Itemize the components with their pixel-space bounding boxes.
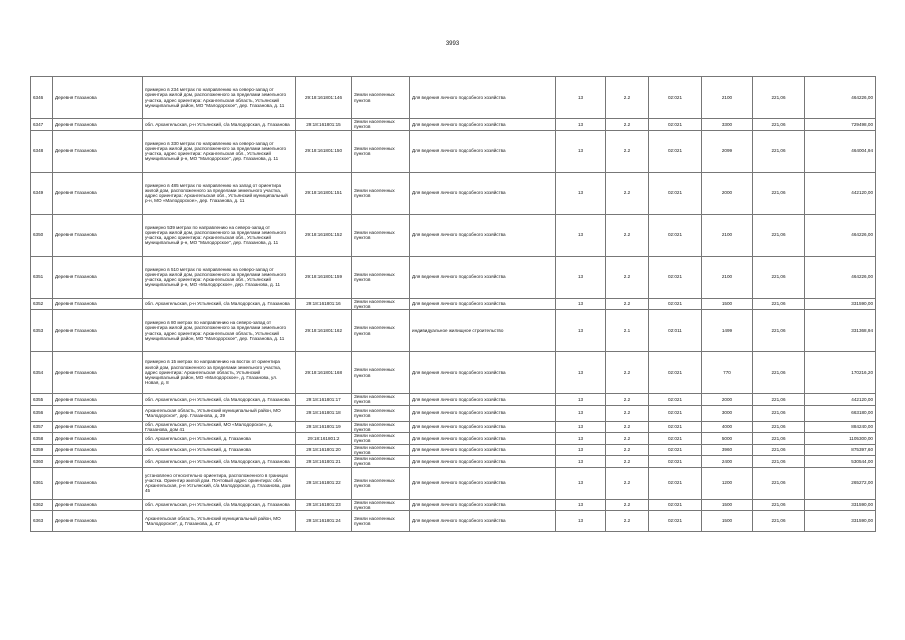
use-code-cell: 02:021 (649, 421, 702, 433)
area-cell: 2100 (702, 77, 753, 119)
cadastral-value-cell: 442120,00 (805, 394, 876, 406)
area-cell: 1500 (702, 298, 753, 310)
table-row (31, 130, 876, 172)
permitted-use-cell: Для ведения личного подсобного хозяйства (410, 256, 556, 298)
code-2-cell: 2.2 (606, 130, 649, 172)
settlement-name-cell: Деревня Глазанова (53, 467, 143, 499)
cadastral-number-cell: 29:18:161801:162 (296, 310, 352, 352)
rate-cell: 221,06 (753, 256, 805, 298)
table-row (31, 394, 876, 406)
permitted-use-cell: Для ведения личного подсобного хозяйства (410, 511, 556, 532)
code-1-cell: 13 (556, 499, 606, 511)
code-1-cell: 13 (556, 130, 606, 172)
code-2-cell: 2.2 (606, 499, 649, 511)
permitted-use-cell: Для ведения личного подсобного хозяйства (410, 119, 556, 131)
code-2-cell: 2.2 (606, 352, 649, 394)
area-cell: 2000 (702, 172, 753, 214)
code-2-cell: 2.2 (606, 298, 649, 310)
area-cell: 1499 (702, 310, 753, 352)
address-cell: Архангельская область, Устьянский муниципальный район, МО "Малодорское", дер. Глазанова, д. 39 (143, 405, 296, 421)
area-cell: 2100 (702, 256, 753, 298)
cadastral-number-cell: 29:18:161801:168 (296, 352, 352, 394)
permitted-use-cell: Для ведения личного подсобного хозяйства (410, 77, 556, 119)
cadastral-number-cell: 29:18:161801:17 (296, 394, 352, 406)
use-code-cell: 02:021 (649, 499, 702, 511)
cadastral-number-cell: 29:18:161801:146 (296, 77, 352, 119)
land-category-cell: Земли населенных пунктов (352, 421, 410, 433)
cadastral-value-cell: 875397,60 (805, 444, 876, 456)
land-category-cell: Земли населенных пунктов (352, 256, 410, 298)
row-number-cell: 6354 (31, 352, 53, 394)
rate-cell: 221,06 (753, 499, 805, 511)
permitted-use-cell: Для ведения личного подсобного хозяйства (410, 433, 556, 445)
use-code-cell: 02:021 (649, 394, 702, 406)
address-cell: примерно в 80 метрах по направлению на северо-запад от ориентира жилой дом, расположенного за пределами земельного участка, адрес ориентира: Архангельская область, Устьянский муниципальный район, МО "Малодорское", дер. Глазанова, д. 11 (143, 310, 296, 352)
row-number-cell: 6351 (31, 256, 53, 298)
table-row (31, 77, 876, 119)
address-cell: примерно в 15 метрах по направлению на восток от ориентира жилой дом, расположенного за пределами земельного участка, адрес ориентира: Архангельская область, Устьянский муниципальный район, МО «Малодорское», д. Глазанова, ул. Новая, д. 8 (143, 352, 296, 394)
use-code-cell: 02:021 (649, 214, 702, 256)
code-1-cell: 13 (556, 298, 606, 310)
rate-cell: 221,06 (753, 298, 805, 310)
cadastral-value-cell: 331590,00 (805, 511, 876, 532)
table-row (31, 456, 876, 468)
area-cell: 1500 (702, 499, 753, 511)
permitted-use-cell: Для ведения личного подсобного хозяйства (410, 298, 556, 310)
area-cell: 1200 (702, 467, 753, 499)
cadastral-value-cell: 464226,00 (805, 256, 876, 298)
cadastral-number-cell: 29:18:161801:16 (296, 298, 352, 310)
cadastral-value-cell: 442120,00 (805, 172, 876, 214)
rate-cell: 221,06 (753, 130, 805, 172)
use-code-cell: 02:021 (649, 172, 702, 214)
area-cell: 770 (702, 352, 753, 394)
code-2-cell: 2.2 (606, 172, 649, 214)
cadastral-number-cell: 29:18:161801:152 (296, 214, 352, 256)
use-code-cell: 02:021 (649, 352, 702, 394)
settlement-name-cell: Деревня Глазанова (53, 119, 143, 131)
land-category-cell: Земли населенных пунктов (352, 298, 410, 310)
code-1-cell: 13 (556, 256, 606, 298)
rate-cell: 221,06 (753, 421, 805, 433)
permitted-use-cell: Для ведения личного подсобного хозяйства (410, 405, 556, 421)
code-2-cell: 2.2 (606, 394, 649, 406)
permitted-use-cell: Для ведения личного подсобного хозяйства (410, 467, 556, 499)
settlement-name-cell: Деревня Глазанова (53, 511, 143, 532)
use-code-cell: 02:011 (649, 310, 702, 352)
settlement-name-cell: Деревня Глазанова (53, 421, 143, 433)
row-number-cell: 6350 (31, 214, 53, 256)
row-number-cell: 6353 (31, 310, 53, 352)
settlement-name-cell: Деревня Глазанова (53, 444, 143, 456)
code-1-cell: 13 (556, 352, 606, 394)
land-category-cell: Земли населенных пунктов (352, 405, 410, 421)
address-cell: обл. Архангельская, р-н Устьянский, д. Глазанова (143, 433, 296, 445)
rate-cell: 221,06 (753, 456, 805, 468)
table-row (31, 511, 876, 532)
code-2-cell: 2.2 (606, 256, 649, 298)
address-cell: обл. Архангельская, р-н Устьянский, с/а Малодорская, д. Глазанова (143, 394, 296, 406)
settlement-name-cell: Деревня Глазанова (53, 298, 143, 310)
table-row (31, 172, 876, 214)
row-number-cell: 6352 (31, 298, 53, 310)
address-cell: примерно в 485 метрах по направлению на запад от ориентира жилой дом, расположенного за пределами земельного участка, адрес ориентира: Архангельская обл., Устьянский муниципальный р-н, МО «Малодорское», дер. Глазанова, д. 11 (143, 172, 296, 214)
use-code-cell: 02:021 (649, 119, 702, 131)
settlement-name-cell: Деревня Глазанова (53, 352, 143, 394)
cadastral-value-cell: 331590,00 (805, 499, 876, 511)
cadastral-number-cell: 29:18:161801:18 (296, 405, 352, 421)
address-cell: обл. Архангельская, р-н Устьянский, МО «Малодорское», д. Глазанова, дом 41 (143, 421, 296, 433)
cadastral-number-cell: 29:18:161801:20 (296, 444, 352, 456)
cadastral-number-cell: 29:18:161801:21 (296, 456, 352, 468)
code-1-cell: 13 (556, 467, 606, 499)
land-category-cell: Земли населенных пунктов (352, 352, 410, 394)
land-category-cell: Земли населенных пунктов (352, 119, 410, 131)
cadastral-number-cell: 29:18:161801:24 (296, 511, 352, 532)
cadastral-value-cell: 1105300,00 (805, 433, 876, 445)
page-number: 3993 (445, 41, 460, 47)
rate-cell: 221,06 (753, 394, 805, 406)
code-1-cell: 13 (556, 405, 606, 421)
row-number-cell: 6356 (31, 405, 53, 421)
code-2-cell: 2.1 (606, 310, 649, 352)
table-row (31, 433, 876, 445)
code-1-cell: 13 (556, 444, 606, 456)
area-cell: 3960 (702, 444, 753, 456)
cadastral-value-cell: 331368,94 (805, 310, 876, 352)
settlement-name-cell: Деревня Глазанова (53, 214, 143, 256)
cadastral-number-cell: 29:18:161801:19 (296, 421, 352, 433)
code-2-cell: 2.2 (606, 405, 649, 421)
rate-cell: 221,06 (753, 77, 805, 119)
table-row (31, 499, 876, 511)
use-code-cell: 02:021 (649, 405, 702, 421)
row-number-cell: 6349 (31, 172, 53, 214)
land-category-cell: Земли населенных пунктов (352, 467, 410, 499)
code-1-cell: 13 (556, 77, 606, 119)
use-code-cell: 02:021 (649, 130, 702, 172)
permitted-use-cell: Для ведения личного подсобного хозяйства (410, 421, 556, 433)
rate-cell: 221,06 (753, 352, 805, 394)
cadastral-number-cell: 29:18:161801:22 (296, 467, 352, 499)
code-1-cell: 13 (556, 310, 606, 352)
address-cell: обл. Архангельская, р-н Устьянский, д. Глазанова (143, 444, 296, 456)
cadastral-number-cell: 29:18:161801:159 (296, 256, 352, 298)
row-number-cell: 6362 (31, 499, 53, 511)
land-category-cell: Земли населенных пунктов (352, 499, 410, 511)
cadastral-value-cell: 464226,00 (805, 77, 876, 119)
table-row (31, 444, 876, 456)
use-code-cell: 02:021 (649, 77, 702, 119)
settlement-name-cell: Деревня Глазанова (53, 172, 143, 214)
cadastral-value-cell: 170216,20 (805, 352, 876, 394)
settlement-name-cell: Деревня Глазанова (53, 433, 143, 445)
cadastral-number-cell: 29:18:161801:2 (296, 433, 352, 445)
land-category-cell: Земли населенных пунктов (352, 394, 410, 406)
row-number-cell: 6347 (31, 119, 53, 131)
land-category-cell: Земли населенных пунктов (352, 444, 410, 456)
row-number-cell: 6357 (31, 421, 53, 433)
row-number-cell: 6346 (31, 77, 53, 119)
address-cell: установлено относительно ориентира, расположенного в границах участка. Ориентир жилой дом. Почтовый адрес ориентира: обл. Архангельская, р-н Устьянский, с/а Малодорская, д. Глазанова, дом 45 (143, 467, 296, 499)
use-code-cell: 02:021 (649, 433, 702, 445)
area-cell: 4000 (702, 421, 753, 433)
address-cell: Архангельская область, Устьянский муниципальный район, МО "Малодорское", д. Глазанова, д. 47 (143, 511, 296, 532)
settlement-name-cell: Деревня Глазанова (53, 499, 143, 511)
code-2-cell: 2.2 (606, 421, 649, 433)
area-cell: 3000 (702, 405, 753, 421)
row-number-cell: 6358 (31, 433, 53, 445)
permitted-use-cell: Для ведения личного подсобного хозяйства (410, 172, 556, 214)
code-2-cell: 2.2 (606, 456, 649, 468)
cadastral-value-cell: 884240,00 (805, 421, 876, 433)
code-2-cell: 2.2 (606, 214, 649, 256)
rate-cell: 221,06 (753, 433, 805, 445)
code-2-cell: 2.2 (606, 444, 649, 456)
address-cell: примерно в 234 метрах по направлению на северо-запад от ориентира жилой дом, расположенного за пределами земельного участка, адрес ориентира: Архангельская область, Устьянский муниципальный район, МО "Малодорское", дер. Глазанова, д. 11 (143, 77, 296, 119)
use-code-cell: 02:021 (649, 511, 702, 532)
land-category-cell: Земли населенных пунктов (352, 77, 410, 119)
cadastral-value-cell: 464226,00 (805, 214, 876, 256)
area-cell: 3300 (702, 119, 753, 131)
cadastral-value-cell: 464004,94 (805, 130, 876, 172)
settlement-name-cell: Деревня Глазанова (53, 405, 143, 421)
table-row (31, 310, 876, 352)
cadastral-number-cell: 29:18:161801:150 (296, 130, 352, 172)
table-row (31, 405, 876, 421)
land-category-cell: Земли населенных пунктов (352, 214, 410, 256)
area-cell: 2000 (702, 394, 753, 406)
use-code-cell: 02:021 (649, 467, 702, 499)
code-1-cell: 13 (556, 456, 606, 468)
settlement-name-cell: Деревня Глазанова (53, 256, 143, 298)
code-1-cell: 13 (556, 214, 606, 256)
code-1-cell: 13 (556, 119, 606, 131)
address-cell: примерно в 510 метрах по направлению на северо-запад от ориентира жилой дом, расположенного за пределами земельного участка, адрес ориентира: Архангельская обл., Устьянский муниципальный р-н, МО «Малодорское», дер. Глазанова, д. 11 (143, 256, 296, 298)
table-row (31, 256, 876, 298)
land-category-cell: Земли населенных пунктов (352, 511, 410, 532)
code-2-cell: 2.2 (606, 467, 649, 499)
permitted-use-cell: Для ведения личного подсобного хозяйства (410, 456, 556, 468)
land-category-cell: Земли населенных пунктов (352, 433, 410, 445)
area-cell: 2400 (702, 456, 753, 468)
address-cell: обл. Архангельская, р-н Устьянский, с/а Малодорская, д. Глазанова (143, 298, 296, 310)
table-body (31, 77, 876, 532)
settlement-name-cell: Деревня Глазанова (53, 77, 143, 119)
rate-cell: 221,06 (753, 467, 805, 499)
rate-cell: 221,06 (753, 119, 805, 131)
rate-cell: 221,06 (753, 444, 805, 456)
address-cell: обл. Архангельская, р-н Устьянский, с/а Малодорская, д. Глазанова (143, 499, 296, 511)
code-2-cell: 2.2 (606, 77, 649, 119)
code-1-cell: 13 (556, 394, 606, 406)
rate-cell: 221,06 (753, 172, 805, 214)
area-cell: 5000 (702, 433, 753, 445)
rate-cell: 221,06 (753, 511, 805, 532)
permitted-use-cell: Для ведения личного подсобного хозяйства (410, 130, 556, 172)
cadastral-number-cell: 29:18:161801:23 (296, 499, 352, 511)
address-cell: примерно в 330 метрах по направлению на северо-запад от ориентира жилой дом, расположенного за пределами земельного участка, адрес ориентира: Архангельская обл., Устьянский муниципальный р-н, МО "Малодорское", дер. Глазанова, д. 11 (143, 130, 296, 172)
land-registry-table (30, 76, 876, 532)
settlement-name-cell: Деревня Глазанова (53, 456, 143, 468)
settlement-name-cell: Деревня Глазанова (53, 394, 143, 406)
area-cell: 2100 (702, 214, 753, 256)
code-1-cell: 13 (556, 433, 606, 445)
table-row (31, 352, 876, 394)
cadastral-value-cell: 729498,00 (805, 119, 876, 131)
settlement-name-cell: Деревня Глазанова (53, 310, 143, 352)
permitted-use-cell: индивидуальное жилищное строительство (410, 310, 556, 352)
code-1-cell: 13 (556, 511, 606, 532)
rate-cell: 221,06 (753, 214, 805, 256)
code-2-cell: 2.2 (606, 119, 649, 131)
row-number-cell: 6359 (31, 444, 53, 456)
permitted-use-cell: Для ведения личного подсобного хозяйства (410, 214, 556, 256)
land-category-cell: Земли населенных пунктов (352, 172, 410, 214)
cadastral-number-cell: 29:18:161801:151 (296, 172, 352, 214)
use-code-cell: 02:021 (649, 456, 702, 468)
address-cell: обл. Архангельская, р-н Устьянский, с/а Малодорская, д. Глазанова (143, 119, 296, 131)
table-row (31, 467, 876, 499)
cadastral-value-cell: 331590,00 (805, 298, 876, 310)
permitted-use-cell: Для ведения личного подсобного хозяйства (410, 499, 556, 511)
row-number-cell: 6355 (31, 394, 53, 406)
permitted-use-cell: Для ведения личного подсобного хозяйства (410, 394, 556, 406)
settlement-name-cell: Деревня Глазанова (53, 130, 143, 172)
use-code-cell: 02:021 (649, 444, 702, 456)
table-row (31, 298, 876, 310)
row-number-cell: 6363 (31, 511, 53, 532)
table-row (31, 119, 876, 131)
land-category-cell: Земли населенных пунктов (352, 310, 410, 352)
cadastral-number-cell: 29:18:161801:15 (296, 119, 352, 131)
address-cell: примерно 539 метрах по направлению на северо-запад от ориентира жилой дом, расположенного за пределами земельного участка, адрес ориентира: Архангельская обл., Устьянский муниципальный р-н, МО "Малодорское", дер. Глазанова, д. 11 (143, 214, 296, 256)
land-category-cell: Земли населенных пунктов (352, 130, 410, 172)
address-cell: обл. Архангельская, р-н Устьянский, с/а Малодорская, д. Глазанова (143, 456, 296, 468)
code-1-cell: 13 (556, 421, 606, 433)
use-code-cell: 02:021 (649, 298, 702, 310)
cadastral-value-cell: 265272,00 (805, 467, 876, 499)
rate-cell: 221,06 (753, 310, 805, 352)
cadastral-value-cell: 663180,00 (805, 405, 876, 421)
rate-cell: 221,06 (753, 405, 805, 421)
area-cell: 1500 (702, 511, 753, 532)
area-cell: 2099 (702, 130, 753, 172)
land-category-cell: Земли населенных пунктов (352, 456, 410, 468)
cadastral-value-cell: 530544,00 (805, 456, 876, 468)
row-number-cell: 6361 (31, 467, 53, 499)
permitted-use-cell: Для ведения личного подсобного хозяйства (410, 444, 556, 456)
table-row (31, 214, 876, 256)
code-2-cell: 2.2 (606, 433, 649, 445)
row-number-cell: 6360 (31, 456, 53, 468)
row-number-cell: 6348 (31, 130, 53, 172)
code-1-cell: 13 (556, 172, 606, 214)
permitted-use-cell: Для ведения личного подсобного хозяйства (410, 352, 556, 394)
code-2-cell: 2.2 (606, 511, 649, 532)
table-row (31, 421, 876, 433)
use-code-cell: 02:021 (649, 256, 702, 298)
